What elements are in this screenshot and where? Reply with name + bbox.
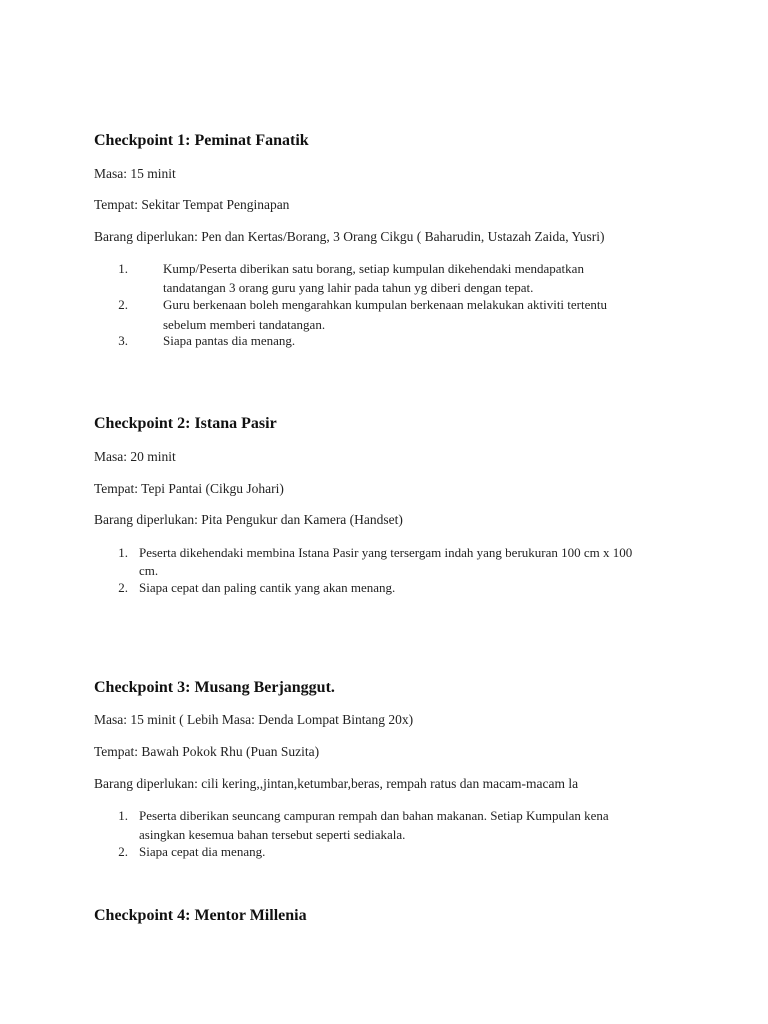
section-3-item-2-number: 2. <box>118 844 128 859</box>
section-1-item-2-line-2: sebelum memberi tandatangan. <box>163 317 326 332</box>
section-2-tempat: Tempat: Tepi Pantai (Cikgu Johari) <box>94 481 284 496</box>
section-2-item-2-number: 2. <box>118 580 128 595</box>
section-2-masa: Masa: 20 minit <box>94 449 176 464</box>
section-3-tempat: Tempat: Bawah Pokok Rhu (Puan Suzita) <box>94 744 320 759</box>
section-3-masa: Masa: 15 minit ( Lebih Masa: Denda Lompat Bintang 20x) <box>94 712 414 727</box>
section-1-item-3-line-1: Siapa pantas dia menang. <box>163 333 296 348</box>
section-1-item-3-number: 3. <box>118 333 128 348</box>
section-2-barang: Barang diperlukan: Pita Pengukur dan Kamera (Handset) <box>94 512 403 527</box>
section-3-item-2-line-1: Siapa cepat dia menang. <box>139 844 266 859</box>
section-2-item-2-line-1: Siapa cepat dan paling cantik yang akan menang. <box>139 580 396 595</box>
section-3-item-1-line-2: asingkan kesemua bahan tersebut seperti sediakala. <box>139 827 406 842</box>
section-2-item-1-number: 1. <box>118 545 128 560</box>
section-3-barang: Barang diperlukan: cili kering,,jintan,ketumbar,beras, rempah ratus dan macam-macam la <box>94 776 579 791</box>
section-1-barang: Barang diperlukan: Pen dan Kertas/Borang, 3 Orang Cikgu ( Baharudin, Ustazah Zaida, Yusri) <box>94 229 605 244</box>
section-1-item-1-line-1: Kump/Peserta diberikan satu borang, setiap kumpulan dikehendaki mendapatkan <box>163 261 584 276</box>
section-3-item-1-number: 1. <box>118 808 128 823</box>
section-1-item-2-number: 2. <box>118 297 128 312</box>
section-1-title: Checkpoint 1: Peminat Fanatik <box>94 132 309 149</box>
section-3-title: Checkpoint 3: Musang Berjanggut. <box>94 679 335 696</box>
section-1-masa: Masa: 15 minit <box>94 166 176 181</box>
section-1-item-1-number: 1. <box>118 261 128 276</box>
section-1-item-1-line-2: tandatangan 3 orang guru yang lahir pada tahun yg diberi dengan tepat. <box>163 280 534 295</box>
section-2-item-1-line-2: cm. <box>139 563 159 578</box>
section-4-title: Checkpoint 4: Mentor Millenia <box>94 907 307 924</box>
section-2-item-1-line-1: Peserta dikehendaki membina Istana Pasir yang tersergam indah yang berukuran 100 cm x 100 <box>139 545 633 560</box>
section-3-item-1-line-1: Peserta diberikan seuncang campuran rempah dan bahan makanan. Setiap Kumpulan kena <box>139 808 609 823</box>
section-2-title: Checkpoint 2: Istana Pasir <box>94 415 277 432</box>
section-1-tempat: Tempat: Sekitar Tempat Penginapan <box>94 197 290 212</box>
section-1-item-2-line-1: Guru berkenaan boleh mengarahkan kumpulan berkenaan melakukan aktiviti tertentu <box>163 297 607 312</box>
